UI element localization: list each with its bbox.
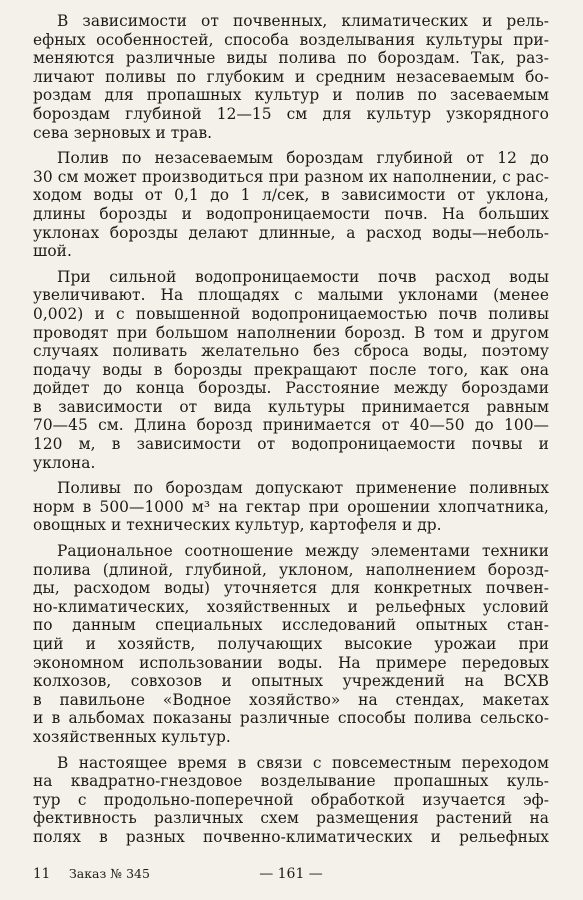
text-line: полях в разных почвенно-климатических и рельефных — [33, 827, 549, 846]
paragraph — [33, 542, 549, 747]
paragraph — [33, 754, 549, 847]
text-line: Рациональное соотношение между элементами техники — [57, 542, 549, 561]
text-line: ций и хозяйств, получающих высокие урожаи при — [33, 635, 549, 653]
text-line: В зависимости от почвенных, климатических и рель- — [57, 12, 549, 30]
text-line: подачу воды в борозды прекращают после того, как она — [33, 360, 549, 379]
text-line: но-климатических, хозяйственных и рельефных условий — [33, 597, 549, 616]
text-line: 30 см может производиться при разном их наполнении, с рас- — [33, 167, 549, 186]
text-line: Поливы по бороздам допускают применение поливных — [57, 479, 549, 498]
text-line: меняются различные виды полива по бороздам. Так, раз- — [33, 49, 549, 68]
paragraph — [33, 149, 549, 261]
text-line: колхозов, совхозов и опытных учреждений на ВСХВ — [33, 672, 549, 691]
text-line: дойдет до конца борозды. Расстояние между бороздами — [33, 379, 549, 398]
text-line: длины борозды и водопроницаемости почв. На больших — [33, 204, 549, 223]
paragraph — [33, 479, 549, 535]
order-number: Заказ № 345 — [69, 866, 150, 881]
text-line: сева зерновых и трав. — [33, 123, 213, 142]
text-line: тур с продольно-поперечной обработкой изучается эф- — [33, 790, 549, 809]
text-line: 0,002) и с повышенной водопроницаемостью почв поливы — [33, 304, 549, 323]
signature-mark: 11 — [33, 866, 51, 882]
text-line: ефных особенностей, способа возделывания культуры при- — [33, 30, 549, 49]
page-number: — 161 — — [259, 866, 323, 882]
page-footer — [33, 866, 549, 886]
text-line: в павильоне «Водное хозяйство» на стендах, макетах — [33, 690, 549, 709]
text-line: 120 м, в зависимости от водопроницаемости почвы и — [33, 435, 549, 454]
text-line: 70—45 см. Длина борозд принимается от 40—50 до 100— — [33, 416, 549, 435]
text-line: шой. — [33, 242, 72, 261]
text-line: увеличивают. На площадях с малыми уклонами (менее — [33, 286, 549, 305]
text-line: Полив по незасеваемым бороздам глубиной от 12 до — [57, 149, 549, 168]
text-line: бороздам глубиной 12—15 см для культур узкорядного — [33, 104, 549, 123]
text-line: полива (длиной, глубиной, уклоном, наполнением борозд- — [33, 560, 549, 579]
text-line: роздам для пропашных культур и полив по засеваемым — [33, 86, 549, 105]
text-line: личают поливы по глубоким и средним незасеваемым бо- — [33, 67, 549, 86]
text-line: экономном использовании воды. На примере передовых — [33, 653, 549, 672]
text-line: В настоящее время в связи с повсеместным переходом — [57, 753, 549, 772]
text-line: случаях поливать желательно без сброса воды, поэтому — [33, 342, 549, 361]
text-line: При сильной водопроницаемости почв расход воды — [57, 267, 549, 286]
text-line: проводят при большом наполнении борозд. В том и другом — [33, 323, 549, 342]
text-line: ходом воды от 0,1 до 1 л/сек, в зависимости от уклона, — [33, 186, 549, 205]
text-line: фективность различных схем размещения растений на — [33, 809, 549, 828]
text-line: ды, расходом воды) уточняется для конкретных почвен- — [33, 579, 549, 598]
paragraph — [33, 12, 549, 142]
text-line: овощных и технических культур, картофеля и др. — [33, 516, 442, 535]
text-line: уклонах борозды делают длинные, а расход воды—неболь- — [33, 223, 549, 242]
text-body — [33, 12, 549, 847]
text-line: хозяйственных культур. — [33, 727, 231, 746]
text-line: норм в 500—1000 м³ на гектар при орошении хлопчатника, — [33, 497, 549, 516]
paragraph — [33, 268, 549, 473]
text-line: на квадратно-гнездовое возделывание пропашных куль- — [33, 772, 549, 791]
text-line: уклона. — [33, 453, 96, 472]
text-line: и в альбомах показаны различные способы полива сельско- — [33, 709, 549, 728]
text-line: по данным специальных исследований опытных стан- — [33, 616, 549, 635]
text-line: в зависимости от вида культуры принимается равным — [33, 397, 549, 416]
